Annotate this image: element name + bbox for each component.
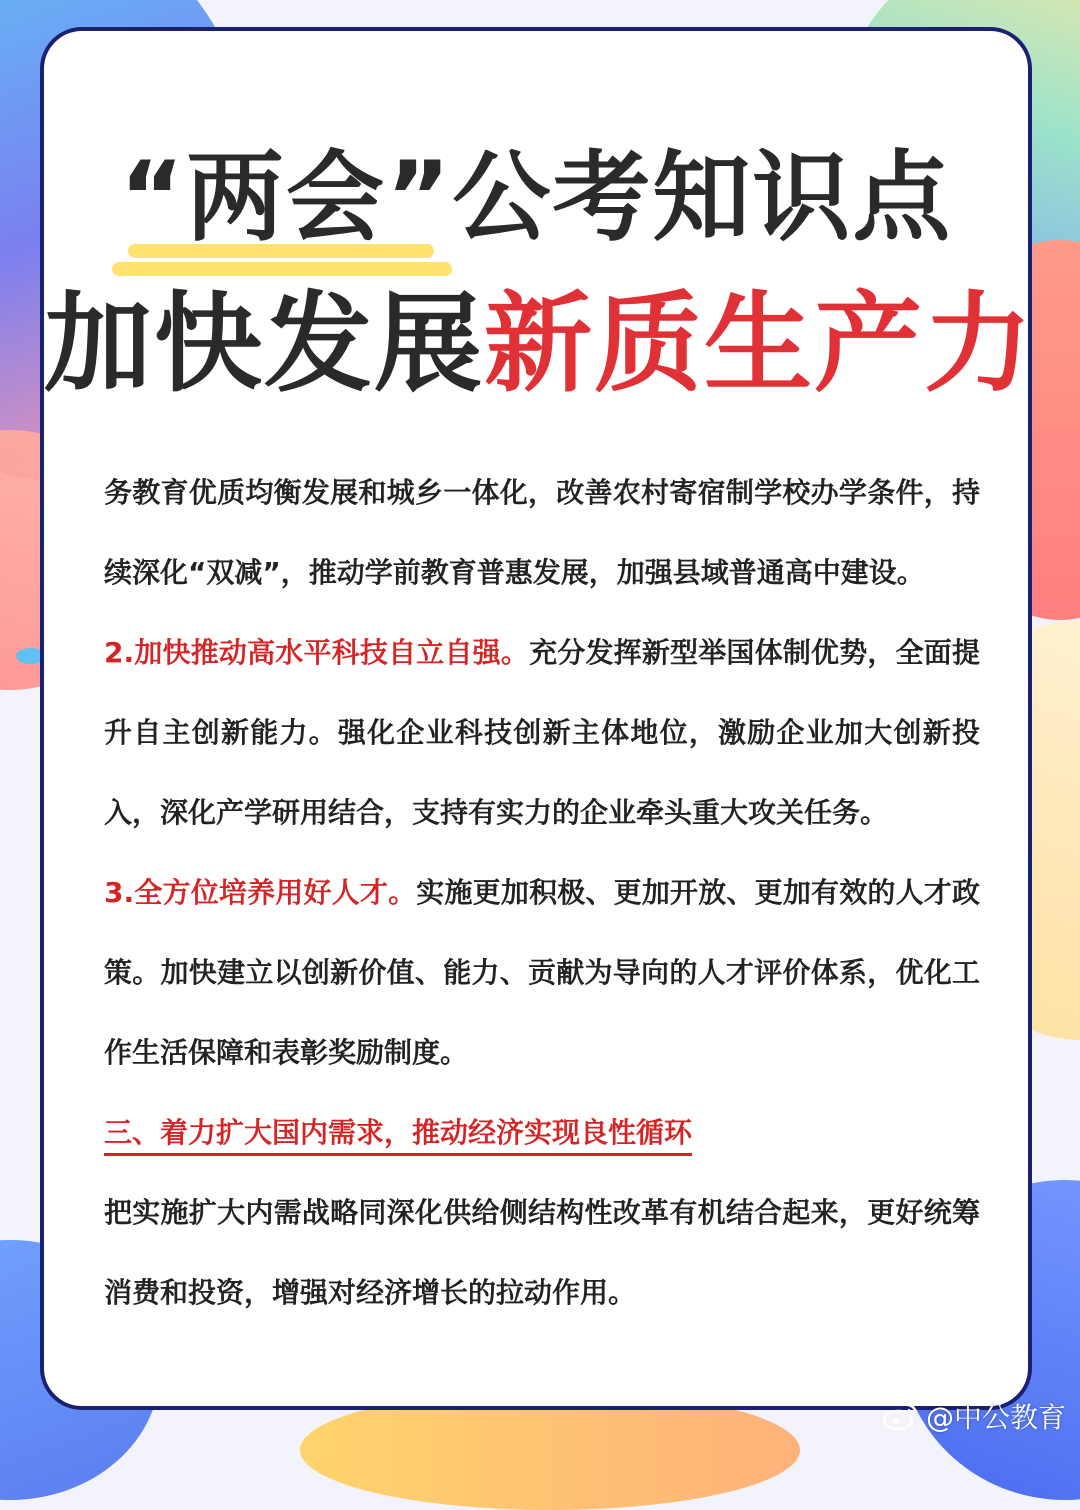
watermark (882, 1396, 1066, 1436)
weibo-icon (882, 1401, 920, 1431)
title-quote-close: ” (386, 141, 453, 255)
paragraph-text: 把实施扩大内需战略同深化供给侧结构性改革有机结合起来，更好统筹消费和投资，增强对经济增长的拉动作用。 (104, 1196, 980, 1309)
title-line1-rest: 公考知识点 (452, 141, 953, 255)
paragraph (104, 453, 980, 613)
paragraph (104, 613, 980, 853)
title-line2-dark: 加快发展 (44, 282, 485, 407)
title-line-1 (44, 119, 1028, 260)
content-card (40, 27, 1035, 1410)
watermark-text: @中公教育 (925, 1401, 1066, 1434)
paragraph (104, 853, 980, 1093)
title-quote-word: 两会 (185, 141, 386, 255)
title-quote-open: “ (119, 141, 186, 255)
title-line2-red: 新质生产力 (484, 282, 1035, 407)
paragraph-text: 实施更加积极、更加开放、更加有效的人才政策。加快建立以创新价值、能力、贡献为导向的人才评价体系，优化工作生活保障和表彰奖励制度。 (104, 876, 980, 1069)
section-heading (104, 1093, 980, 1173)
title-line-2 (44, 257, 1035, 412)
paragraph-text: 务教育优质均衡发展和城乡一体化，改善农村寄宿制学校办学条件，持续深化“双减”，推动学前教育普惠发展，加强县域普通高中建设。 (104, 476, 980, 589)
paragraph-text: 充分发挥新型举国体制优势，全面提升自主创新能力。强化企业科技创新主体地位，激励企业加大创新投入，深化产学研用结合，支持有实力的企业牵头重大攻关任务。 (104, 636, 980, 829)
article-body (104, 453, 980, 1333)
paragraph-lead: 3.全方位培养用好人才。 (104, 876, 417, 909)
section-heading-text: 三、着力扩大国内需求，推动经济实现良性循环 (104, 1116, 692, 1156)
title-highlight-word (120, 119, 453, 260)
paragraph (104, 1173, 980, 1333)
paragraph-lead: 2.加快推动高水平科技自立自强。 (104, 636, 530, 669)
